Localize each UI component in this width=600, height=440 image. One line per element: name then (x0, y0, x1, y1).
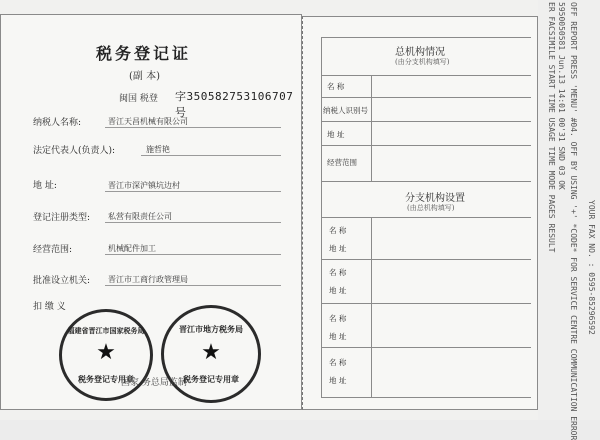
underline (105, 127, 281, 128)
section-branches-title: 分支机构设置 (405, 193, 465, 204)
seal-top-text: 晋江市地方税务局 (179, 324, 243, 334)
underline (141, 155, 281, 156)
branch-address-label: 地 址 (329, 376, 347, 385)
approving-authority-value: 晋江市工商行政管理局 (108, 275, 188, 284)
section-branches-subtitle: (由总机构填写) (407, 204, 455, 212)
head-office-taxid-label: 纳税人识别号 (323, 106, 368, 115)
certificate-subtitle: (副 本) (129, 71, 160, 82)
table-border (321, 397, 531, 398)
address-label: 地 址: (33, 181, 57, 191)
underline (105, 222, 281, 223)
registration-prefix: 闽国 税登 (119, 94, 158, 104)
registration-type-value: 私营有限责任公司 (108, 212, 172, 221)
star-icon: ★ (96, 340, 116, 365)
table-divider (321, 259, 531, 260)
branch-address-label: 地 址 (329, 244, 347, 253)
table-divider (371, 75, 372, 181)
branch-name-label: 名 称 (329, 358, 347, 367)
branch-name-label: 名 称 (329, 314, 347, 323)
underline (105, 191, 281, 192)
head-office-address-label: 地 址 (327, 130, 345, 139)
table-divider (321, 97, 531, 98)
branch-name-label: 名 称 (329, 268, 347, 277)
head-office-scope-label: 经营范围 (327, 158, 357, 167)
branch-address-label: 地 址 (329, 286, 347, 295)
underline (105, 254, 281, 255)
table-divider (321, 75, 531, 76)
certificate-right-page (302, 16, 538, 410)
table-divider (321, 181, 531, 182)
table-divider (321, 145, 531, 146)
seal-bottom-text: 税务登记专用章 (78, 374, 134, 384)
local-tax-seal (161, 305, 261, 403)
legal-rep-label: 法定代表人(负责人): (33, 146, 116, 156)
approving-authority-label: 批准设立机关: (33, 276, 91, 286)
certificate-title: 税务登记证 (96, 44, 192, 63)
table-divider (371, 217, 372, 397)
address-value: 晋江市深沪镇坑边村 (108, 181, 180, 190)
seal-top-text: 福建省晋江市国家税务局 (67, 326, 145, 335)
supervisor-footer: 国家 务总局监制 (121, 378, 187, 388)
table-divider (321, 303, 531, 304)
section-head-office-title: 总机构情况 (395, 47, 445, 58)
fax-header-line: ER FACSIMILE START TIME USAGE TIME MODE PAGES RESULT (547, 2, 556, 253)
fax-header-strip (538, 0, 600, 440)
seal-bottom-text: 税务登记专用章 (183, 374, 239, 384)
withholding-label: 扣 缴 义 (33, 302, 66, 312)
fax-header-line: OFF REPORT PRESS 'MENU' #04. OFF BY USING '+' *CODE* FOR SERVICE CENTRE COMMUNICATION ERROR (569, 2, 578, 440)
fax-number-line: YOUR FAX NO. : 0595-85296592 (587, 200, 596, 335)
registration-type-label: 登记注册类型: (33, 213, 91, 223)
legal-rep-value: 施哲艳 (146, 145, 170, 154)
business-scope-label: 经营范围: (33, 245, 73, 255)
registration-number: 字350582753106707号 (175, 90, 294, 119)
underline (105, 285, 281, 286)
table-divider (321, 121, 531, 122)
star-icon: ★ (201, 340, 221, 365)
taxpayer-name-label: 纳税人名称: (33, 118, 82, 128)
table-divider (321, 347, 531, 348)
table-border (321, 37, 531, 38)
table-divider (321, 217, 531, 218)
branch-address-label: 地 址 (329, 332, 347, 341)
head-office-name-label: 名 称 (327, 82, 345, 91)
taxpayer-name-value: 晋江天昌机械有限公司 (108, 117, 188, 126)
business-scope-value: 机械配件加工 (108, 244, 156, 253)
branch-name-label: 名 称 (329, 226, 347, 235)
certificate-left-page (0, 14, 302, 410)
fax-header-line: 5950050581 Jun.13 14:01 00'31 SND 03 OK (557, 2, 566, 190)
section-head-office-subtitle: (由分支机构填写) (395, 58, 450, 66)
